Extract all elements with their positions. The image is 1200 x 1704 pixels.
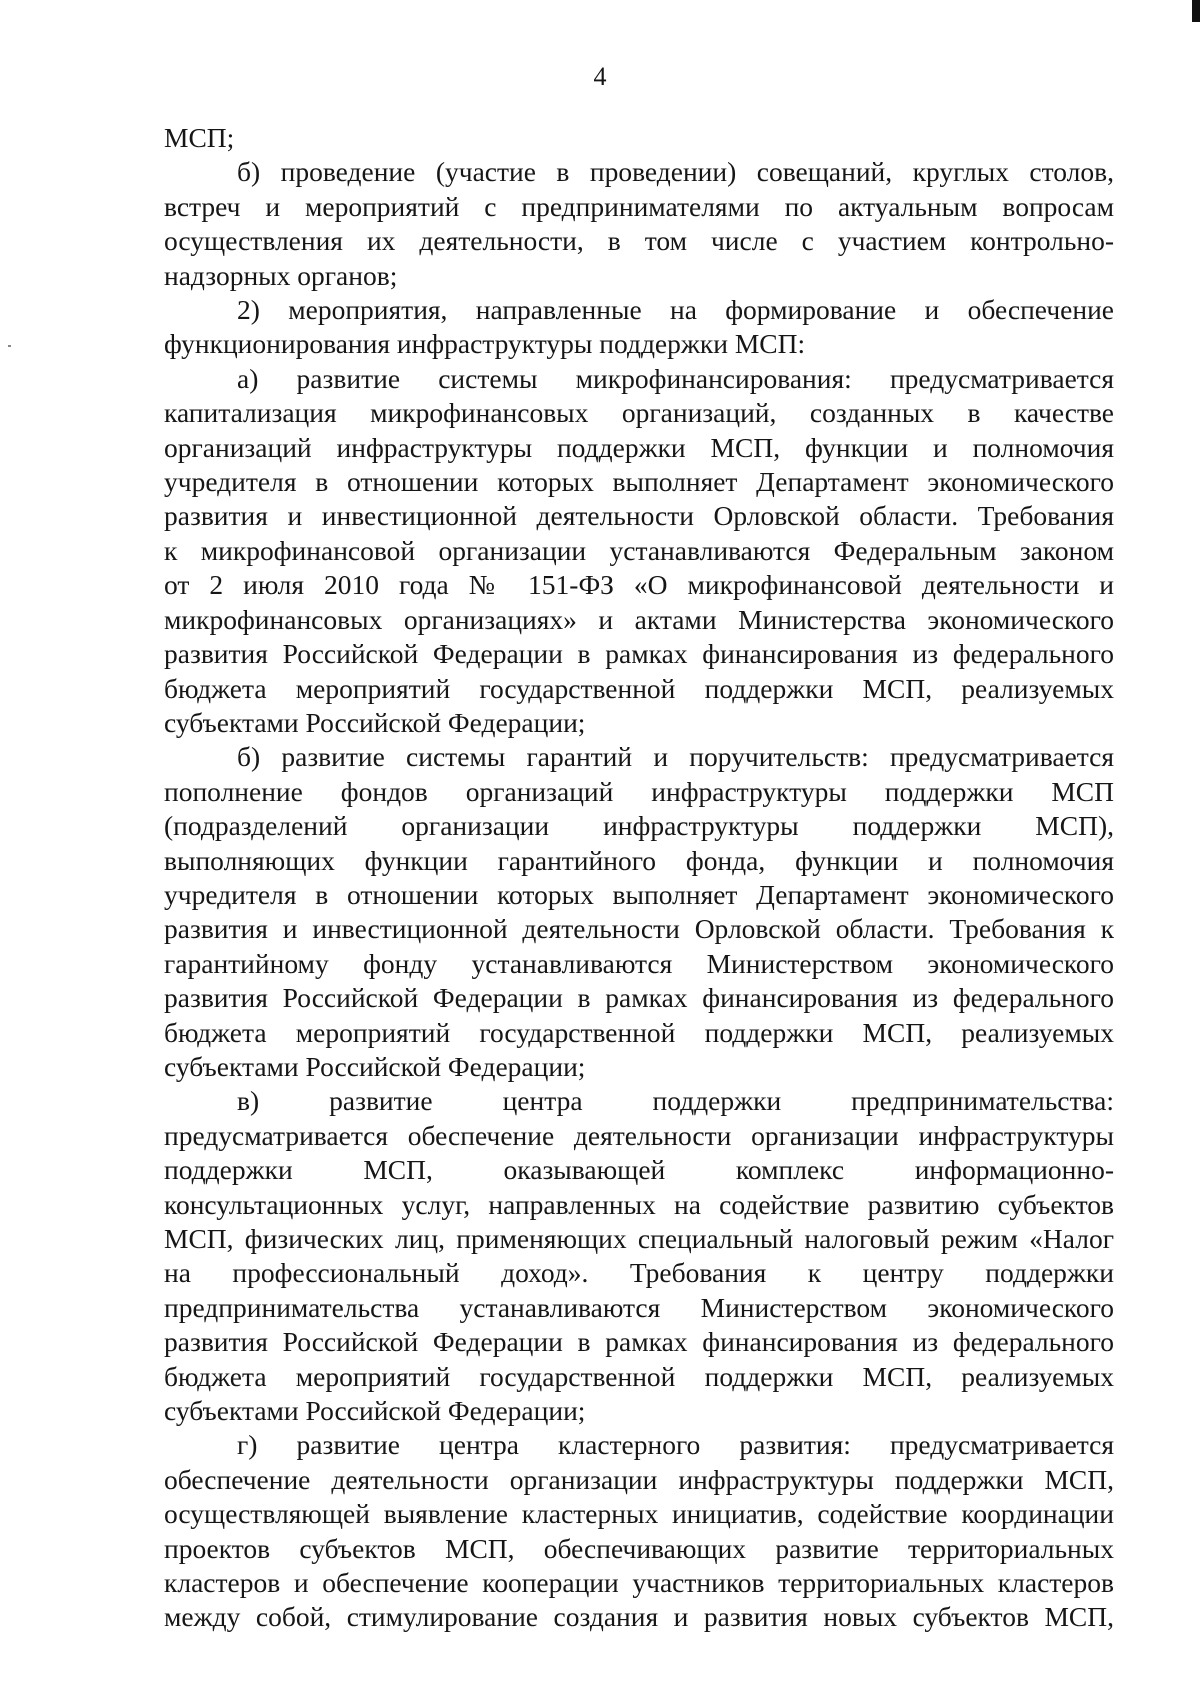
text-line: учредителя в отношении которых выполняет Департамент экономического — [164, 466, 1114, 498]
text-line: гарантийному фонду устанавливаются Министерством экономического — [164, 947, 1114, 979]
text-line: г) развитие центра кластерного развития: предусматривается — [237, 1429, 1114, 1461]
text-line: 2) мероприятия, направленные на формирование и обеспечение — [237, 294, 1114, 326]
text-line: бюджета мероприятий государственной поддержки МСП, реализуемых — [164, 1016, 1114, 1048]
text-line: функционирования инфраструктуры поддержки МСП: — [164, 328, 806, 360]
text-line: субъектами Российской Федерации; — [164, 1395, 586, 1427]
text-line: б) проведение (участие в проведении) совещаний, круглых столов, — [237, 156, 1114, 188]
text-line: организаций инфраструктуры поддержки МСП, функции и полномочия — [164, 431, 1114, 463]
text-line: предпринимательства устанавливаются Министерством экономического — [164, 1291, 1114, 1323]
text-line: капитализация микрофинансовых организаций, созданных в качестве — [164, 397, 1114, 429]
text-line: кластеров и обеспечение кооперации участников территориальных кластеров — [164, 1567, 1114, 1599]
text-line: обеспечение деятельности организации инфраструктуры поддержки МСП, — [164, 1463, 1114, 1495]
text-line: осуществляющей выявление кластерных инициатив, содействие координации — [164, 1498, 1114, 1530]
scan-edge-mark — [1192, 0, 1200, 22]
text-line: развития Российской Федерации в рамках финансирования из федерального — [164, 1326, 1114, 1358]
text-line: выполняющих функции гарантийного фонда, функции и полномочия — [164, 844, 1114, 876]
text-line: консультационных услуг, направленных на содействие развитию субъектов — [164, 1188, 1114, 1220]
text-line: в) развитие центра поддержки предпринимательства: — [237, 1085, 1114, 1117]
text-line: бюджета мероприятий государственной поддержки МСП, реализуемых — [164, 672, 1114, 704]
text-line: бюджета мероприятий государственной поддержки МСП, реализуемых — [164, 1360, 1114, 1392]
text-line: осуществления их деятельности, в том числе с участием контрольно- — [164, 225, 1114, 257]
text-line: между собой, стимулирование создания и развития новых субъектов МСП, — [164, 1601, 1114, 1633]
text-line: учредителя в отношении которых выполняет Департамент экономического — [164, 878, 1114, 910]
text-line: от 2 июля 2010 года № 151-ФЗ «О микрофинансовой деятельности и — [164, 569, 1114, 601]
text-line: предусматривается обеспечение деятельности организации инфраструктуры — [164, 1119, 1114, 1151]
text-line: проектов субъектов МСП, обеспечивающих развитие территориальных — [164, 1532, 1114, 1564]
text-line: субъектами Российской Федерации; — [164, 706, 586, 738]
text-line: МСП, физических лиц, применяющих специальный налоговый режим «Налог — [164, 1223, 1114, 1254]
text-line: (подразделений организации инфраструктуры поддержки МСП), — [164, 810, 1114, 842]
text-line: микрофинансовых организациях» и актами Министерства экономического — [164, 603, 1114, 635]
text-line: встреч и мероприятий с предпринимателями по актуальным вопросам — [164, 190, 1114, 222]
text-line: б) развитие системы гарантий и поручительств: предусматривается — [237, 741, 1114, 773]
text-line: развития Российской Федерации в рамках финансирования из федерального — [164, 982, 1114, 1014]
text-line: развития Российской Федерации в рамках финансирования из федерального — [164, 638, 1114, 670]
text-line: пополнение фондов организаций инфраструктуры поддержки МСП — [164, 775, 1114, 807]
text-line: субъектами Российской Федерации; — [164, 1050, 586, 1082]
page-number: 4 — [593, 62, 607, 91]
text-line: а) развитие системы микрофинансирования: предусматривается — [237, 362, 1114, 394]
text-line: развития и инвестиционной деятельности Орловской области. Требования к — [164, 913, 1114, 945]
text-line: на профессиональный доход». Требования к центру поддержки — [164, 1257, 1114, 1289]
scan-speck — [8, 345, 11, 347]
text-line: к микрофинансовой организации устанавливаются Федеральным законом — [164, 534, 1114, 566]
text-line: развития и инвестиционной деятельности Орловской области. Требования — [164, 500, 1114, 532]
document-body — [164, 121, 1114, 1635]
text-line: поддержки МСП, оказывающей комплекс информационно- — [164, 1154, 1114, 1186]
text-line: МСП; — [164, 122, 235, 153]
text-line: надзорных органов; — [164, 259, 398, 291]
